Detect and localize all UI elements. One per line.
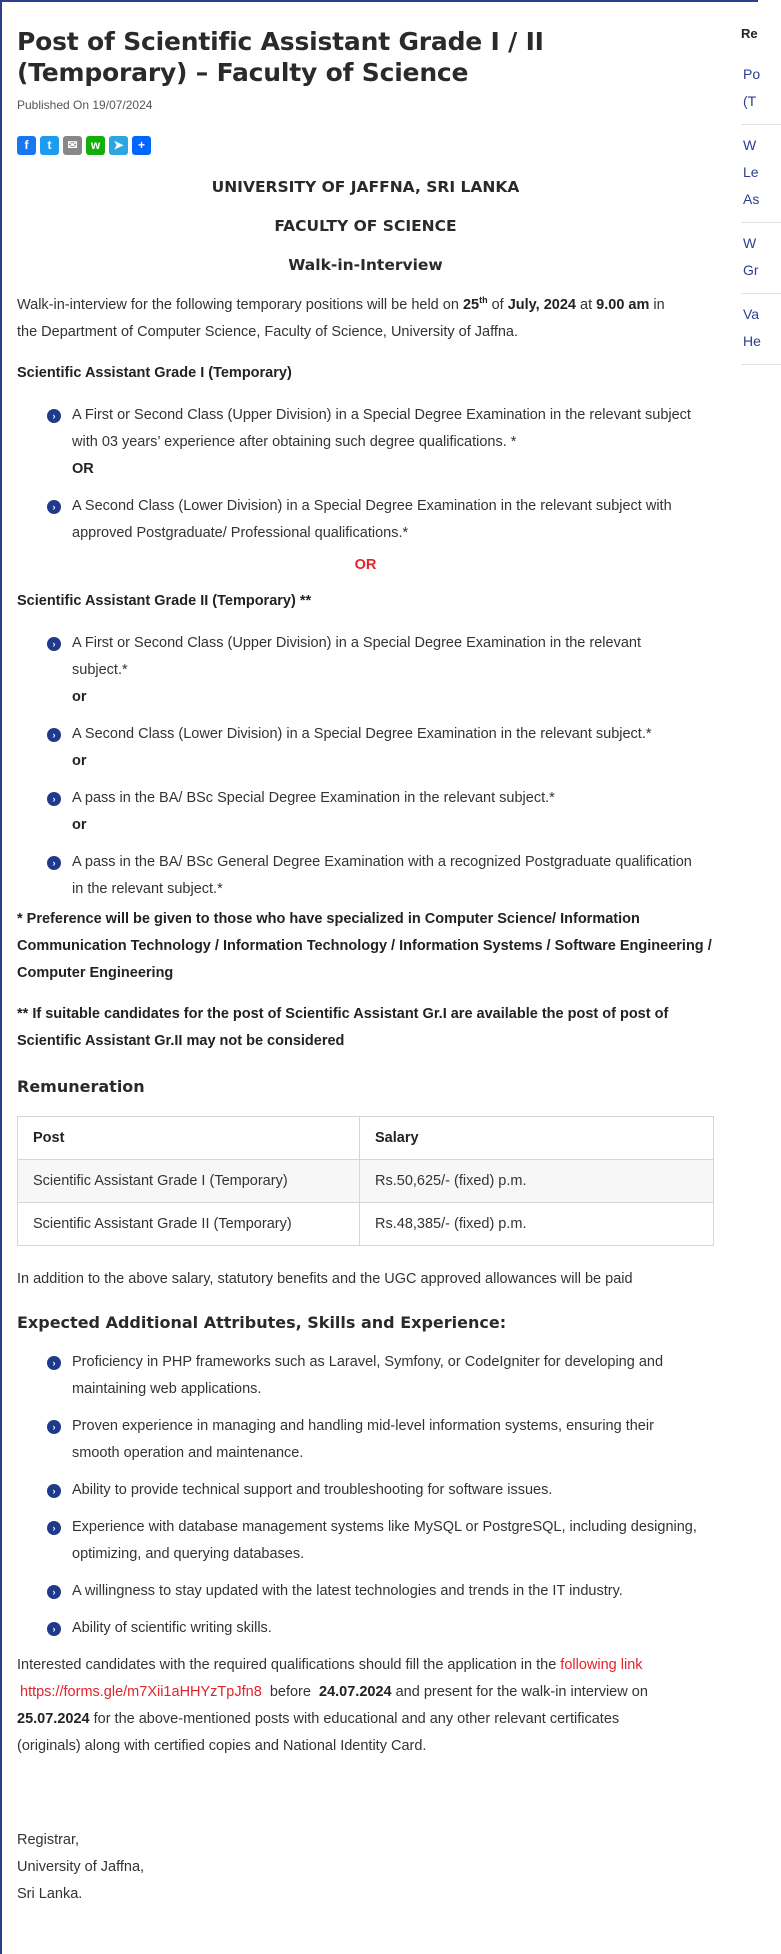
- remuneration-heading: Remuneration: [17, 1076, 145, 1096]
- column-header-post: Post: [18, 1116, 360, 1159]
- list-item: › A pass in the BA/ BSc General Degree Examination with a recognized Postgraduate qualification in the relevant subject.*: [72, 849, 714, 903]
- twitter-icon[interactable]: t: [40, 136, 59, 155]
- university-heading: UNIVERSITY OF JAFFNA, SRI LANKA: [211, 178, 520, 196]
- email-icon[interactable]: ✉: [63, 136, 82, 155]
- list-item: › A First or Second Class (Upper Division) in a Special Degree Examination in the relevant subject with 03 years’ experience after obtaining such degree qualifications. * OR: [72, 402, 714, 483]
- list-item: › A First or Second Class (Upper Division) in a Special Degree Examination in the relevant subject.* or: [72, 630, 714, 711]
- sidebar-item[interactable]: Va He: [741, 294, 781, 365]
- chevron-right-icon: ›: [47, 856, 61, 870]
- grade1-heading: Scientific Assistant Grade I (Temporary): [17, 364, 292, 381]
- telegram-icon[interactable]: ➤: [109, 136, 128, 155]
- whatsapp-icon[interactable]: w: [86, 136, 105, 155]
- list-item: › Ability to provide technical support and troubleshooting for software issues.: [72, 1477, 714, 1504]
- preference-note: * Preference will be given to those who have specialized in Computer Science/ Information Communication Technology / Information Technology / Information Systems / Software Engineering / Computer Engineering: [17, 910, 712, 981]
- list-item: › A Second Class (Lower Division) in a Special Degree Examination in the relevant subject.* or: [72, 721, 714, 775]
- table-cell: Rs.50,625/- (fixed) p.m.: [360, 1159, 714, 1202]
- list-item: › Ability of scientific writing skills.: [72, 1615, 714, 1642]
- list-item: › Proficiency in PHP frameworks such as Laravel, Symfony, or CodeIgniter for developing and maintaining web applications.: [72, 1349, 714, 1403]
- following-link[interactable]: following link: [560, 1656, 643, 1673]
- sidebar-item[interactable]: W Le As: [741, 125, 781, 223]
- grade2-heading: Scientific Assistant Grade II (Temporary) **: [17, 592, 312, 609]
- consideration-note: ** If suitable candidates for the post of Scientific Assistant Gr.I are available the post of post of Scientific Assistant Gr.II may not be considered: [17, 1005, 669, 1049]
- table-cell: Scientific Assistant Grade I (Temporary): [18, 1159, 360, 1202]
- walkin-heading: Walk-in-Interview: [288, 256, 443, 274]
- chevron-right-icon: ›: [47, 1521, 61, 1535]
- attributes-heading: Expected Additional Attributes, Skills and Experience:: [17, 1312, 507, 1332]
- chevron-right-icon: ›: [47, 1484, 61, 1498]
- column-header-salary: Salary: [360, 1116, 714, 1159]
- left-border: [0, 0, 2, 1954]
- attributes-list: [17, 1349, 714, 1642]
- list-item: › Proven experience in managing and handling mid-level information systems, ensuring their smooth operation and maintenance.: [72, 1413, 714, 1467]
- table-row: [18, 1202, 714, 1245]
- chevron-right-icon: ›: [47, 728, 61, 742]
- published-date: Published On 19/07/2024: [17, 98, 153, 112]
- share-icon[interactable]: +: [132, 136, 151, 155]
- article-content: [17, 26, 714, 1908]
- top-border: [0, 0, 758, 2]
- share-bar: [17, 136, 714, 156]
- salary-note: In addition to the above salary, statutory benefits and the UGC approved allowances will be paid: [17, 1270, 633, 1287]
- page-title: Post of Scientific Assistant Grade I / II (Temporary) – Faculty of Science: [17, 27, 544, 87]
- application-form-link[interactable]: https://forms.gle/m7Xii1aHHYzTpJfn8: [20, 1683, 262, 1700]
- list-item: › A willingness to stay updated with the latest technologies and trends in the IT industry.: [72, 1578, 714, 1605]
- table-cell: Rs.48,385/- (fixed) p.m.: [360, 1202, 714, 1245]
- chevron-right-icon: ›: [47, 792, 61, 806]
- sidebar-item[interactable]: Po (T: [741, 54, 781, 125]
- apply-paragraph: Interested candidates with the required qualifications should fill the application in the following link https://forms.gle/m7Xii1aHHYzTpJfn8 before 24.07.2024 and present for the walk-in interview on 25.07.2024 for the above-mentioned posts with educational and any other relevant certificates (originals) along with certified copies and National Identity Card.: [17, 1656, 648, 1754]
- chevron-right-icon: ›: [47, 409, 61, 423]
- signature-block: Registrar, University of Jaffna, Sri Lanka.: [17, 1831, 145, 1902]
- salary-table: [17, 1116, 714, 1246]
- list-item: › A pass in the BA/ BSc Special Degree Examination in the relevant subject.* or: [72, 785, 714, 839]
- list-item: › A Second Class (Lower Division) in a Special Degree Examination in the relevant subject with approved Postgraduate/ Professional qualifications.*: [72, 493, 714, 547]
- grade2-list: [17, 630, 714, 903]
- table-header-row: [18, 1116, 714, 1159]
- chevron-right-icon: ›: [47, 500, 61, 514]
- sidebar-item[interactable]: W Gr: [741, 223, 781, 294]
- chevron-right-icon: ›: [47, 1356, 61, 1370]
- chevron-right-icon: ›: [47, 637, 61, 651]
- chevron-right-icon: ›: [47, 1585, 61, 1599]
- facebook-icon[interactable]: f: [17, 136, 36, 155]
- table-cell: Scientific Assistant Grade II (Temporary): [18, 1202, 360, 1245]
- list-item: › Experience with database management systems like MySQL or PostgreSQL, including designing, optimizing, and querying databases.: [72, 1514, 714, 1568]
- faculty-heading: FACULTY OF SCIENCE: [274, 217, 457, 235]
- chevron-right-icon: ›: [47, 1622, 61, 1636]
- related-sidebar: [741, 26, 781, 365]
- intro-paragraph: Walk-in-interview for the following temporary positions will be held on 25th of July, 2024 at 9.00 am in the Department of Computer Science, Faculty of Science, University of Jaffna.: [17, 295, 665, 340]
- chevron-right-icon: ›: [47, 1420, 61, 1434]
- grade1-list: [17, 402, 714, 547]
- or-divider: OR: [354, 556, 377, 573]
- table-row: [18, 1159, 714, 1202]
- sidebar-title: Re: [741, 26, 758, 41]
